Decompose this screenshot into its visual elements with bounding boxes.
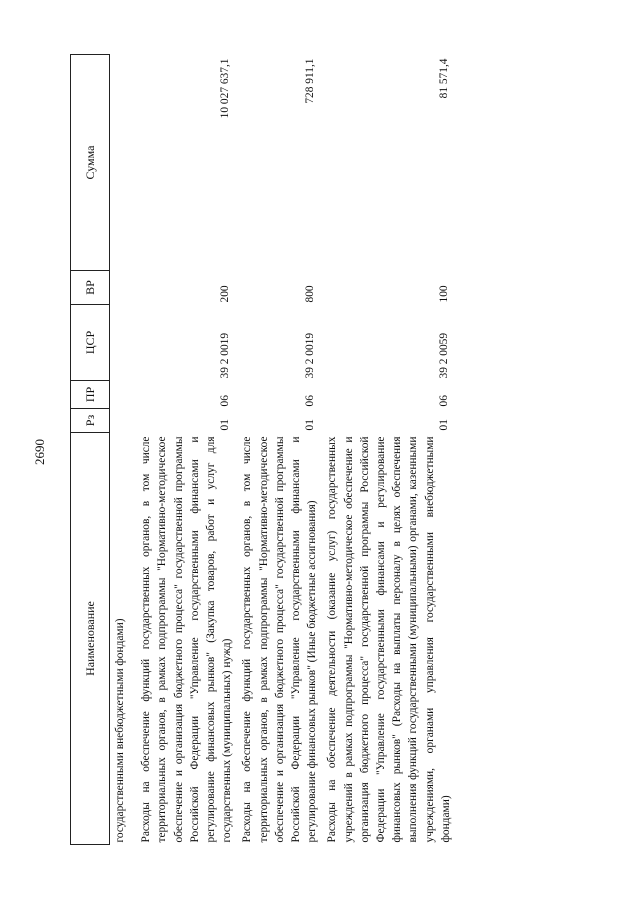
continuation-text: государственными внебюджетными фондами) — [114, 618, 126, 843]
row-sum: 81 571,4 — [437, 58, 450, 99]
table-row — [235, 55, 320, 845]
row-csr: 39 2 0019 — [304, 332, 317, 379]
table-header-row — [71, 55, 110, 845]
row-name: Расходы на обеспечение функций государственных органов, в том числе территориальных органов, в рамках подпрограммы "Нормативно-методическое обеспечение и организация бюджетного процесса" государственной программы Российской Федерации "Управление государственными финансами и регулирование финансовых рынков" (Закупка товаров, работ и услуг для государственных (муниципальных) нужд) — [140, 436, 234, 843]
row-rz: 01 — [304, 419, 317, 431]
row-rz: 01 — [437, 419, 450, 431]
row-csr: 39 2 0019 — [219, 332, 232, 379]
rotated-page — [70, 55, 620, 845]
table-row — [134, 55, 235, 845]
header-vr: ВР — [71, 271, 110, 305]
row-pr: 06 — [437, 395, 450, 407]
row-name: Расходы на обеспечение деятельности (оказание услуг) государственных учреждений в рамках подпрограммы "Нормативно-методическое обеспечение и организация бюджетного процесса" государственной программы Российской Федерации "Управление государственными финансами и регулирование финансовых рынков" (Расходы на выплаты персоналу в целях обеспечения выполнения функций государственными (муниципальными) органами, казенными учреждениями, органами управления государственными внебюджетными фондами) — [326, 436, 452, 843]
row-sum: 10 027 637,1 — [219, 58, 232, 119]
header-name: Наименование — [71, 433, 110, 845]
header-rz: Рз — [71, 409, 110, 433]
header-pr: ПР — [71, 381, 110, 409]
row-vr: 800 — [304, 285, 317, 303]
continuation-row — [110, 55, 135, 845]
budget-table — [70, 54, 454, 845]
row-name: Расходы на обеспечение функций государственных органов, в том числе территориальных органов, в рамках подпрограммы "Нормативно-методическое обеспечение и организация бюджетного процесса" государственной программы Российской Федерации "Управление государственными финансами и регулирование финансовых рынков" (Иные бюджетные ассигнования) — [241, 436, 319, 843]
row-rz: 01 — [219, 419, 232, 431]
page-number: 2690 — [32, 439, 47, 465]
row-sum: 728 911,1 — [304, 58, 317, 104]
row-pr: 06 — [219, 395, 232, 407]
row-vr: 200 — [219, 285, 232, 303]
row-csr: 39 2 0059 — [437, 332, 450, 379]
header-csr: ЦСР — [71, 305, 110, 381]
row-vr: 100 — [437, 285, 450, 303]
row-pr: 06 — [304, 395, 317, 407]
table-row — [320, 55, 454, 845]
header-sum: Сумма — [71, 55, 110, 271]
